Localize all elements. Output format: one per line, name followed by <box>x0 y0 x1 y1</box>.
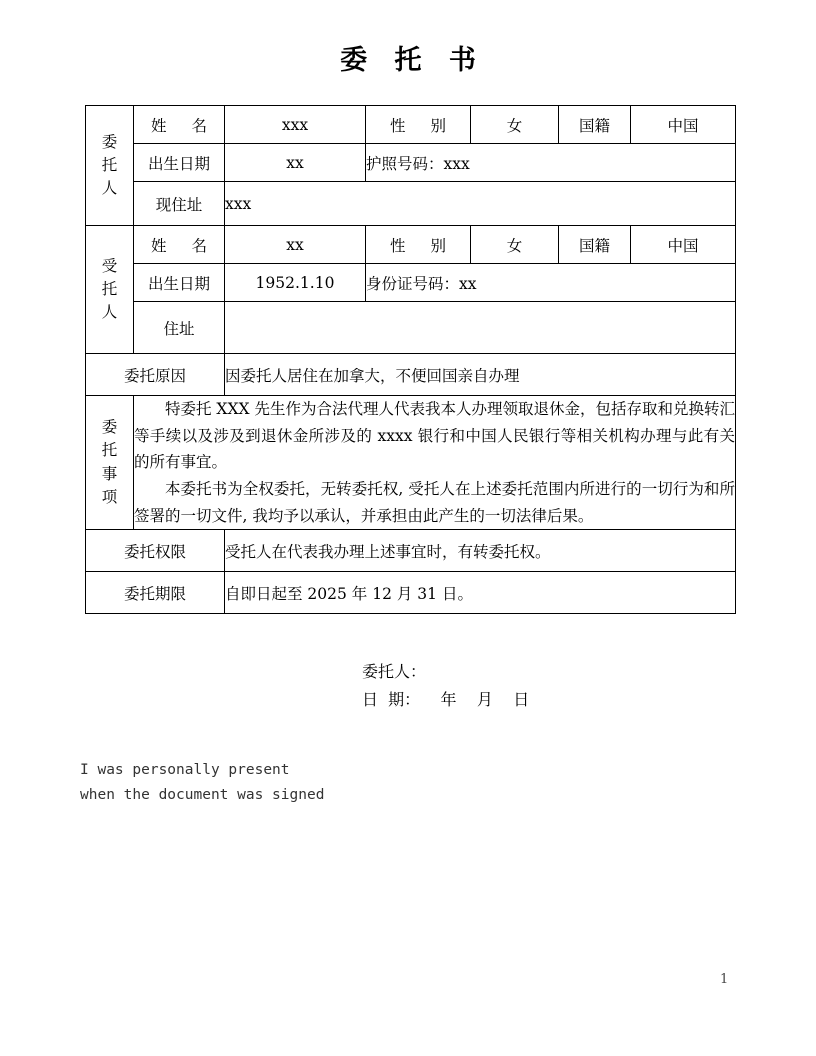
reason-value[interactable]: 因委托人居住在加拿大，不便回国亲自办理 <box>225 354 736 396</box>
matters-side-label <box>86 396 134 530</box>
principal-side-label <box>86 106 134 226</box>
signature-block <box>362 658 529 714</box>
trustee-nationality-label: 国籍 <box>559 226 631 264</box>
trustee-side-label-char-2: 托 <box>101 279 118 298</box>
table-row <box>86 144 736 182</box>
principal-address-label: 现住址 <box>134 182 225 226</box>
term-label: 委托期限 <box>86 572 225 614</box>
principal-side-label-char-1: 委 <box>101 132 118 151</box>
trustee-name-value[interactable]: xx <box>225 226 366 264</box>
principal-passport-line[interactable]: 护照号码：xxx <box>366 144 736 182</box>
table-row <box>86 226 736 264</box>
matters-paragraph-1: 特委托 XXX 先生作为合法代理人代表我本人办理领取退休金，包括存取和兑换转汇等手续以及涉及到退休金所涉及的 xxxx 银行和中国人民银行等相关机构办理与此有关的所有事宜。 <box>134 400 735 472</box>
trustee-side-label <box>86 226 134 354</box>
trustee-birth-label: 出生日期 <box>134 264 225 302</box>
table-row <box>86 106 736 144</box>
principal-birth-value[interactable]: xx <box>225 144 366 182</box>
signature-principal-line[interactable]: 委托人： <box>362 662 427 681</box>
trustee-side-label-char-3: 人 <box>101 303 118 322</box>
matters-body[interactable] <box>134 396 736 530</box>
trustee-id-line[interactable]: 身份证号码：xx <box>366 264 736 302</box>
principal-nationality-label: 国籍 <box>559 106 631 144</box>
principal-name-label: 姓 名 <box>134 106 225 144</box>
matters-side-label-char-2: 托 <box>101 441 118 460</box>
table-row <box>86 354 736 396</box>
signature-date-line[interactable]: 日 期： 年 月 日 <box>362 690 530 709</box>
table-row <box>86 182 736 226</box>
table-row <box>86 530 736 572</box>
authority-label: 委托权限 <box>86 530 225 572</box>
power-of-attorney-table <box>85 105 736 614</box>
term-value[interactable]: 自即日起至 2025 年 12 月 31 日。 <box>225 572 736 614</box>
english-attestation-note <box>80 758 324 807</box>
authority-value[interactable]: 受托人在代表我办理上述事宜时，有转委托权。 <box>225 530 736 572</box>
trustee-gender-value[interactable]: 女 <box>471 226 559 264</box>
trustee-nationality-value[interactable]: 中国 <box>631 226 736 264</box>
principal-nationality-value[interactable]: 中国 <box>631 106 736 144</box>
matters-paragraph-2: 本委托书为全权委托，无转委托权, 受托人在上述委托范围内所进行的一切行为和所签署的一切文件, 我均予以承认，并承担由此产生的一切法律后果。 <box>134 479 735 525</box>
principal-side-label-char-2: 托 <box>101 155 118 174</box>
principal-birth-label: 出生日期 <box>134 144 225 182</box>
page-title: 委 托 书 <box>340 45 485 76</box>
table-row <box>86 302 736 354</box>
matters-side-label-char-3: 事 <box>101 464 118 483</box>
principal-gender-value[interactable]: 女 <box>471 106 559 144</box>
principal-name-value[interactable]: xxx <box>225 106 366 144</box>
matters-side-label-char-1: 委 <box>101 418 118 437</box>
trustee-address-value[interactable] <box>225 302 736 354</box>
trustee-gender-label: 性 别 <box>366 226 471 264</box>
trustee-side-label-char-1: 受 <box>101 256 118 275</box>
matters-side-label-char-4: 项 <box>101 487 118 506</box>
trustee-birth-value[interactable]: 1952.1.10 <box>225 264 366 302</box>
table-row <box>86 264 736 302</box>
trustee-address-label: 住址 <box>134 302 225 354</box>
trustee-name-label: 姓 名 <box>134 226 225 264</box>
table-row <box>86 572 736 614</box>
english-note-line-1: I was personally present <box>80 762 290 778</box>
principal-gender-label: 性 别 <box>366 106 471 144</box>
page-number: 1 <box>720 972 729 987</box>
reason-label: 委托原因 <box>86 354 225 396</box>
table-row <box>86 396 736 530</box>
principal-address-value[interactable]: xxx <box>225 182 736 226</box>
principal-side-label-char-3: 人 <box>101 179 118 198</box>
english-note-line-2: when the document was signed <box>80 786 325 803</box>
